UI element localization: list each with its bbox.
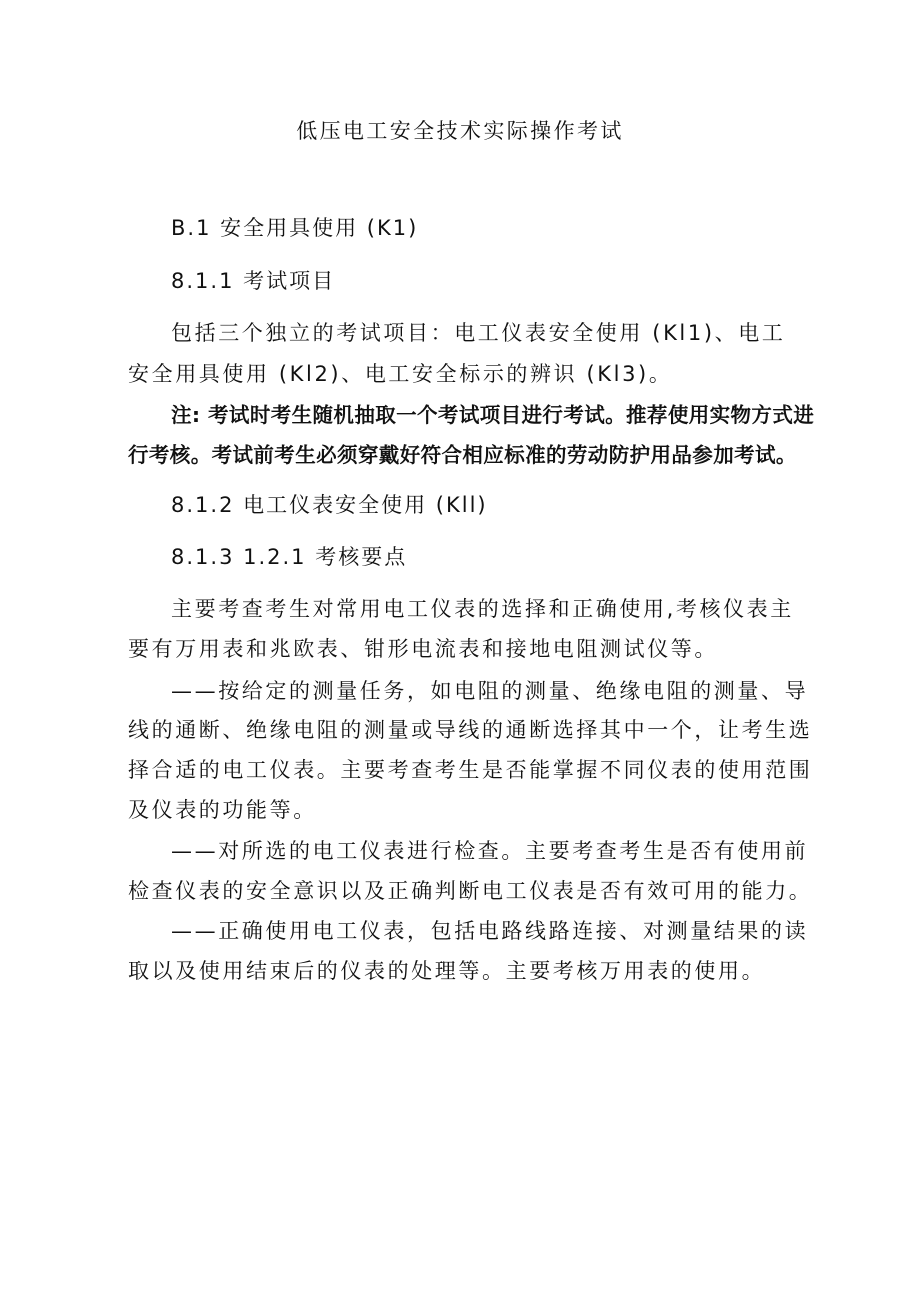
- paragraph-line: 要有万用表和兆欧表、钳形电流表和接地电阻测试仪等。: [128, 637, 718, 661]
- paragraph-line: 线的通断、绝缘电阻的测量或导线的通断选择其中一个，让考生选: [128, 718, 813, 742]
- paragraph-line: 主要考查考生对常用电工仪表的选择和正确使用,考核仪表主: [171, 597, 794, 621]
- paragraph-line: 安全用具使用 (Kl2)、电工安全标示的辨识 (Kl3)。: [128, 362, 673, 386]
- paragraph-line: ——正确使用电工仪表，包括电路线路连接、对测量结果的读: [171, 919, 809, 943]
- paragraph-line: 择合适的电工仪表。主要考查考生是否能掌握不同仪表的使用范围: [128, 758, 813, 782]
- section-heading-813: 8.1.3 1.2.1 考核要点: [171, 545, 408, 569]
- page-title: 低压电工安全技术实际操作考试: [296, 119, 624, 143]
- note-line: 注: 考试时考生随机抽取一个考试项目进行考试。推荐使用实物方式进: [171, 403, 815, 427]
- section-heading-812: 8.1.2 电工仪表安全使用 (Kll): [171, 493, 488, 517]
- paragraph-line: 取以及使用结束后的仪表的处理等。主要考核万用表的使用。: [128, 959, 766, 983]
- paragraph-line: ——按给定的测量任务，如电阻的测量、绝缘电阻的测量、导: [171, 679, 809, 703]
- paragraph-line: 及仪表的功能等。: [128, 798, 317, 822]
- note-line: 行考核。考试前考生必须穿戴好符合相应标准的劳动防护用品参加考试。: [128, 443, 797, 467]
- paragraph-line: 包括三个独立的考试项目：电工仪表安全使用 (Kl1)、电工: [171, 321, 786, 345]
- paragraph-line: 检查仪表的安全意识以及正确判断电工仪表是否有效可用的能力。: [128, 879, 813, 903]
- paragraph-line: ——对所选的电工仪表进行检查。主要考查考生是否有使用前: [171, 839, 809, 863]
- section-heading-b1: B.1 安全用具使用 (K1): [171, 216, 419, 240]
- section-heading-811: 8.1.1 考试项目: [171, 269, 336, 293]
